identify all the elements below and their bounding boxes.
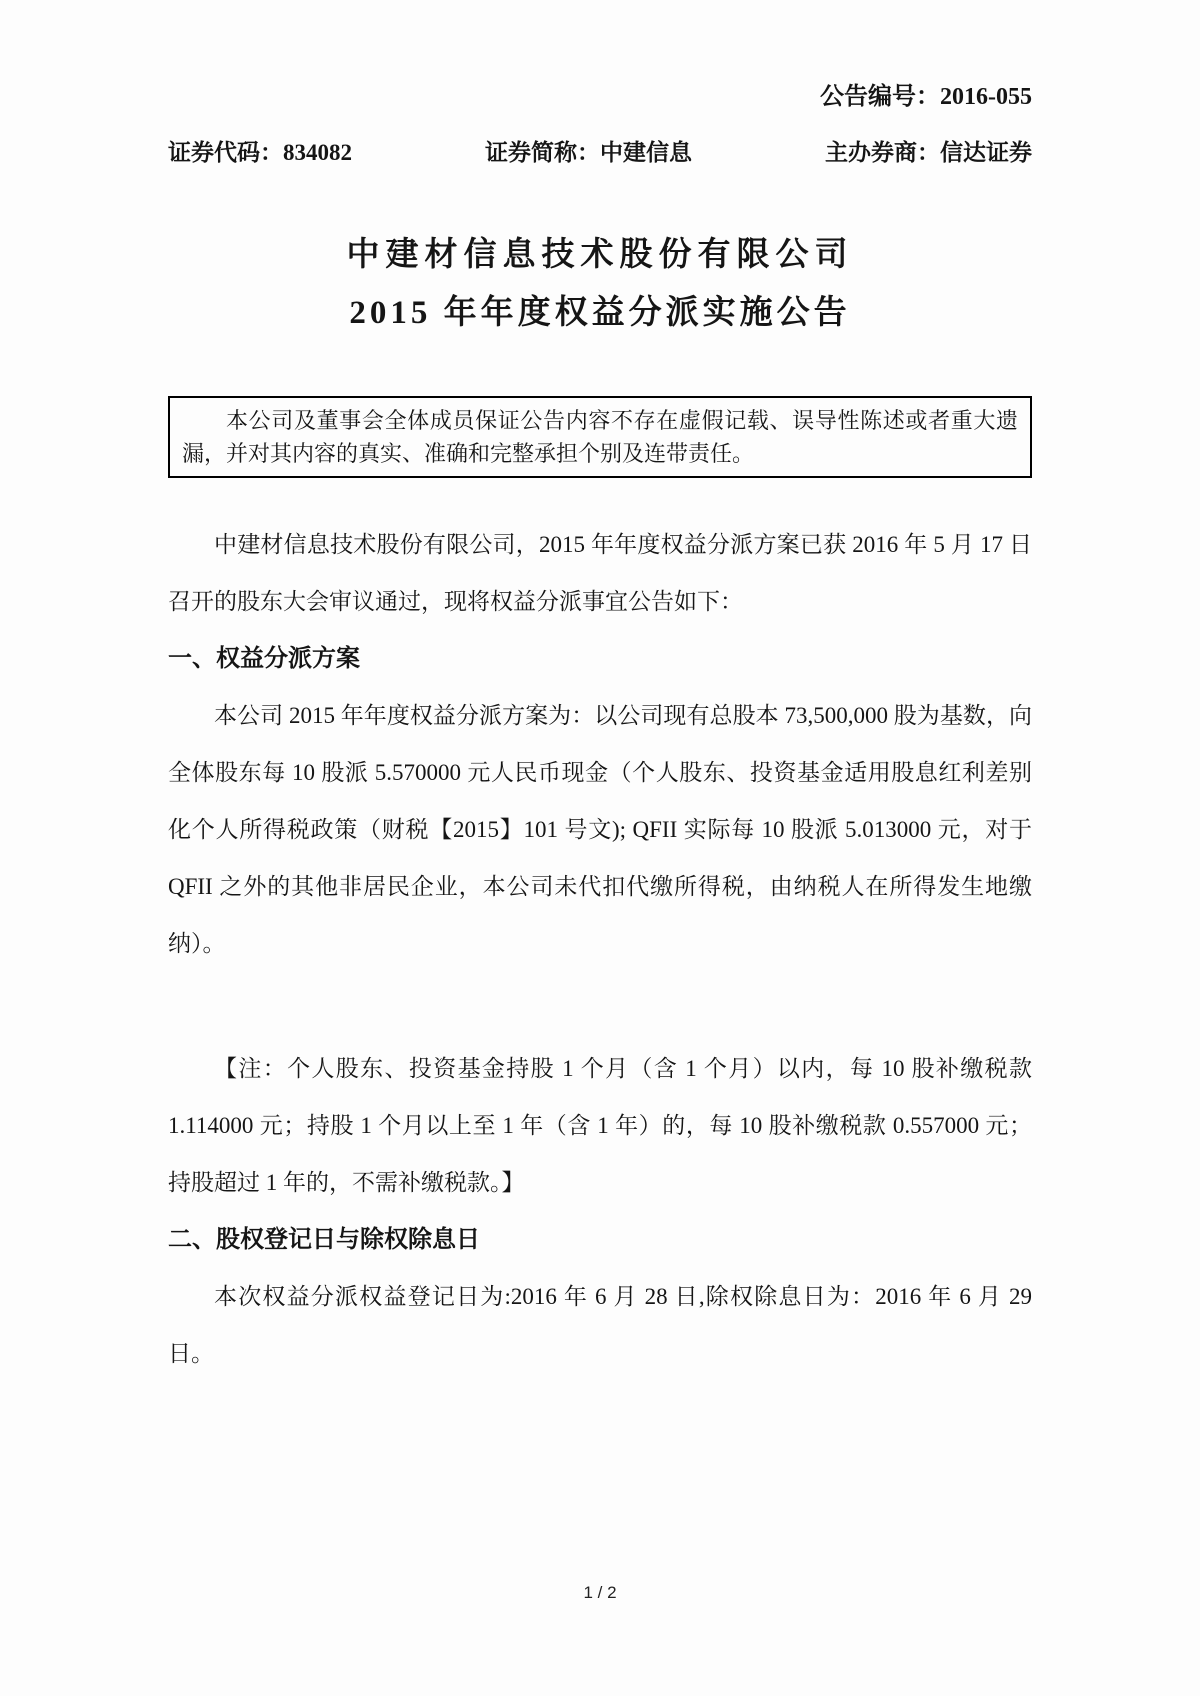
document-body	[168, 516, 1032, 1382]
section1-paragraph: 本公司 2015 年年度权益分派方案为：以公司现有总股本 73,500,000 股为基数，向全体股东每 10 股派 5.570000 元人民币现金（个人股东、投资基金适用股息红利差别化个人所得税政策（财税【2015】101 号文); QFII 实际每 10 股派 5.013000 元，对于 QFII 之外的其他非居民企业，本公司未代扣代缴所得税，由纳税人在所得发生地缴纳）。	[168, 703, 1032, 956]
stock-short-name: 证券简称：中建信息	[485, 140, 692, 165]
section1-note-paragraph: 【注：个人股东、投资基金持股 1 个月（含 1 个月）以内，每 10 股补缴税款 1.114000 元；持股 1 个月以上至 1 年（含 1 年）的，每 10 股补缴税款 0.557000 元；持股超过 1 年的，不需补缴税款。】	[168, 1056, 1032, 1195]
section2-heading: 二、股权登记日与除权除息日	[168, 1226, 480, 1253]
announcement-number: 公告编号：2016-055	[820, 84, 1032, 110]
sponsor-broker: 主办券商：信达证券	[825, 140, 1032, 165]
document-title-subject: 2015 年年度权益分派实施公告	[349, 295, 851, 331]
stock-code: 证券代码：834082	[168, 140, 352, 165]
securities-info-row	[168, 138, 1032, 168]
intro-paragraph: 中建材信息技术股份有限公司，2015 年年度权益分派方案已获 2016 年 5 月 17 日召开的股东大会审议通过，现将权益分派事宜公告如下：	[168, 532, 1032, 614]
page-number-indicator: 1 / 2	[583, 1583, 617, 1602]
section1-heading: 一、权益分派方案	[168, 645, 360, 672]
section2-paragraph: 本次权益分派权益登记日为:2016 年 6 月 28 日,除权除息日为：2016 年 6 月 29 日。	[168, 1284, 1032, 1366]
document-title-company: 中建材信息技术股份有限公司	[346, 237, 854, 273]
disclaimer-box: 本公司及董事会全体成员保证公告内容不存在虚假记载、误导性陈述或者重大遗漏，并对其内容的真实、准确和完整承担个别及连带责任。	[168, 396, 1032, 478]
